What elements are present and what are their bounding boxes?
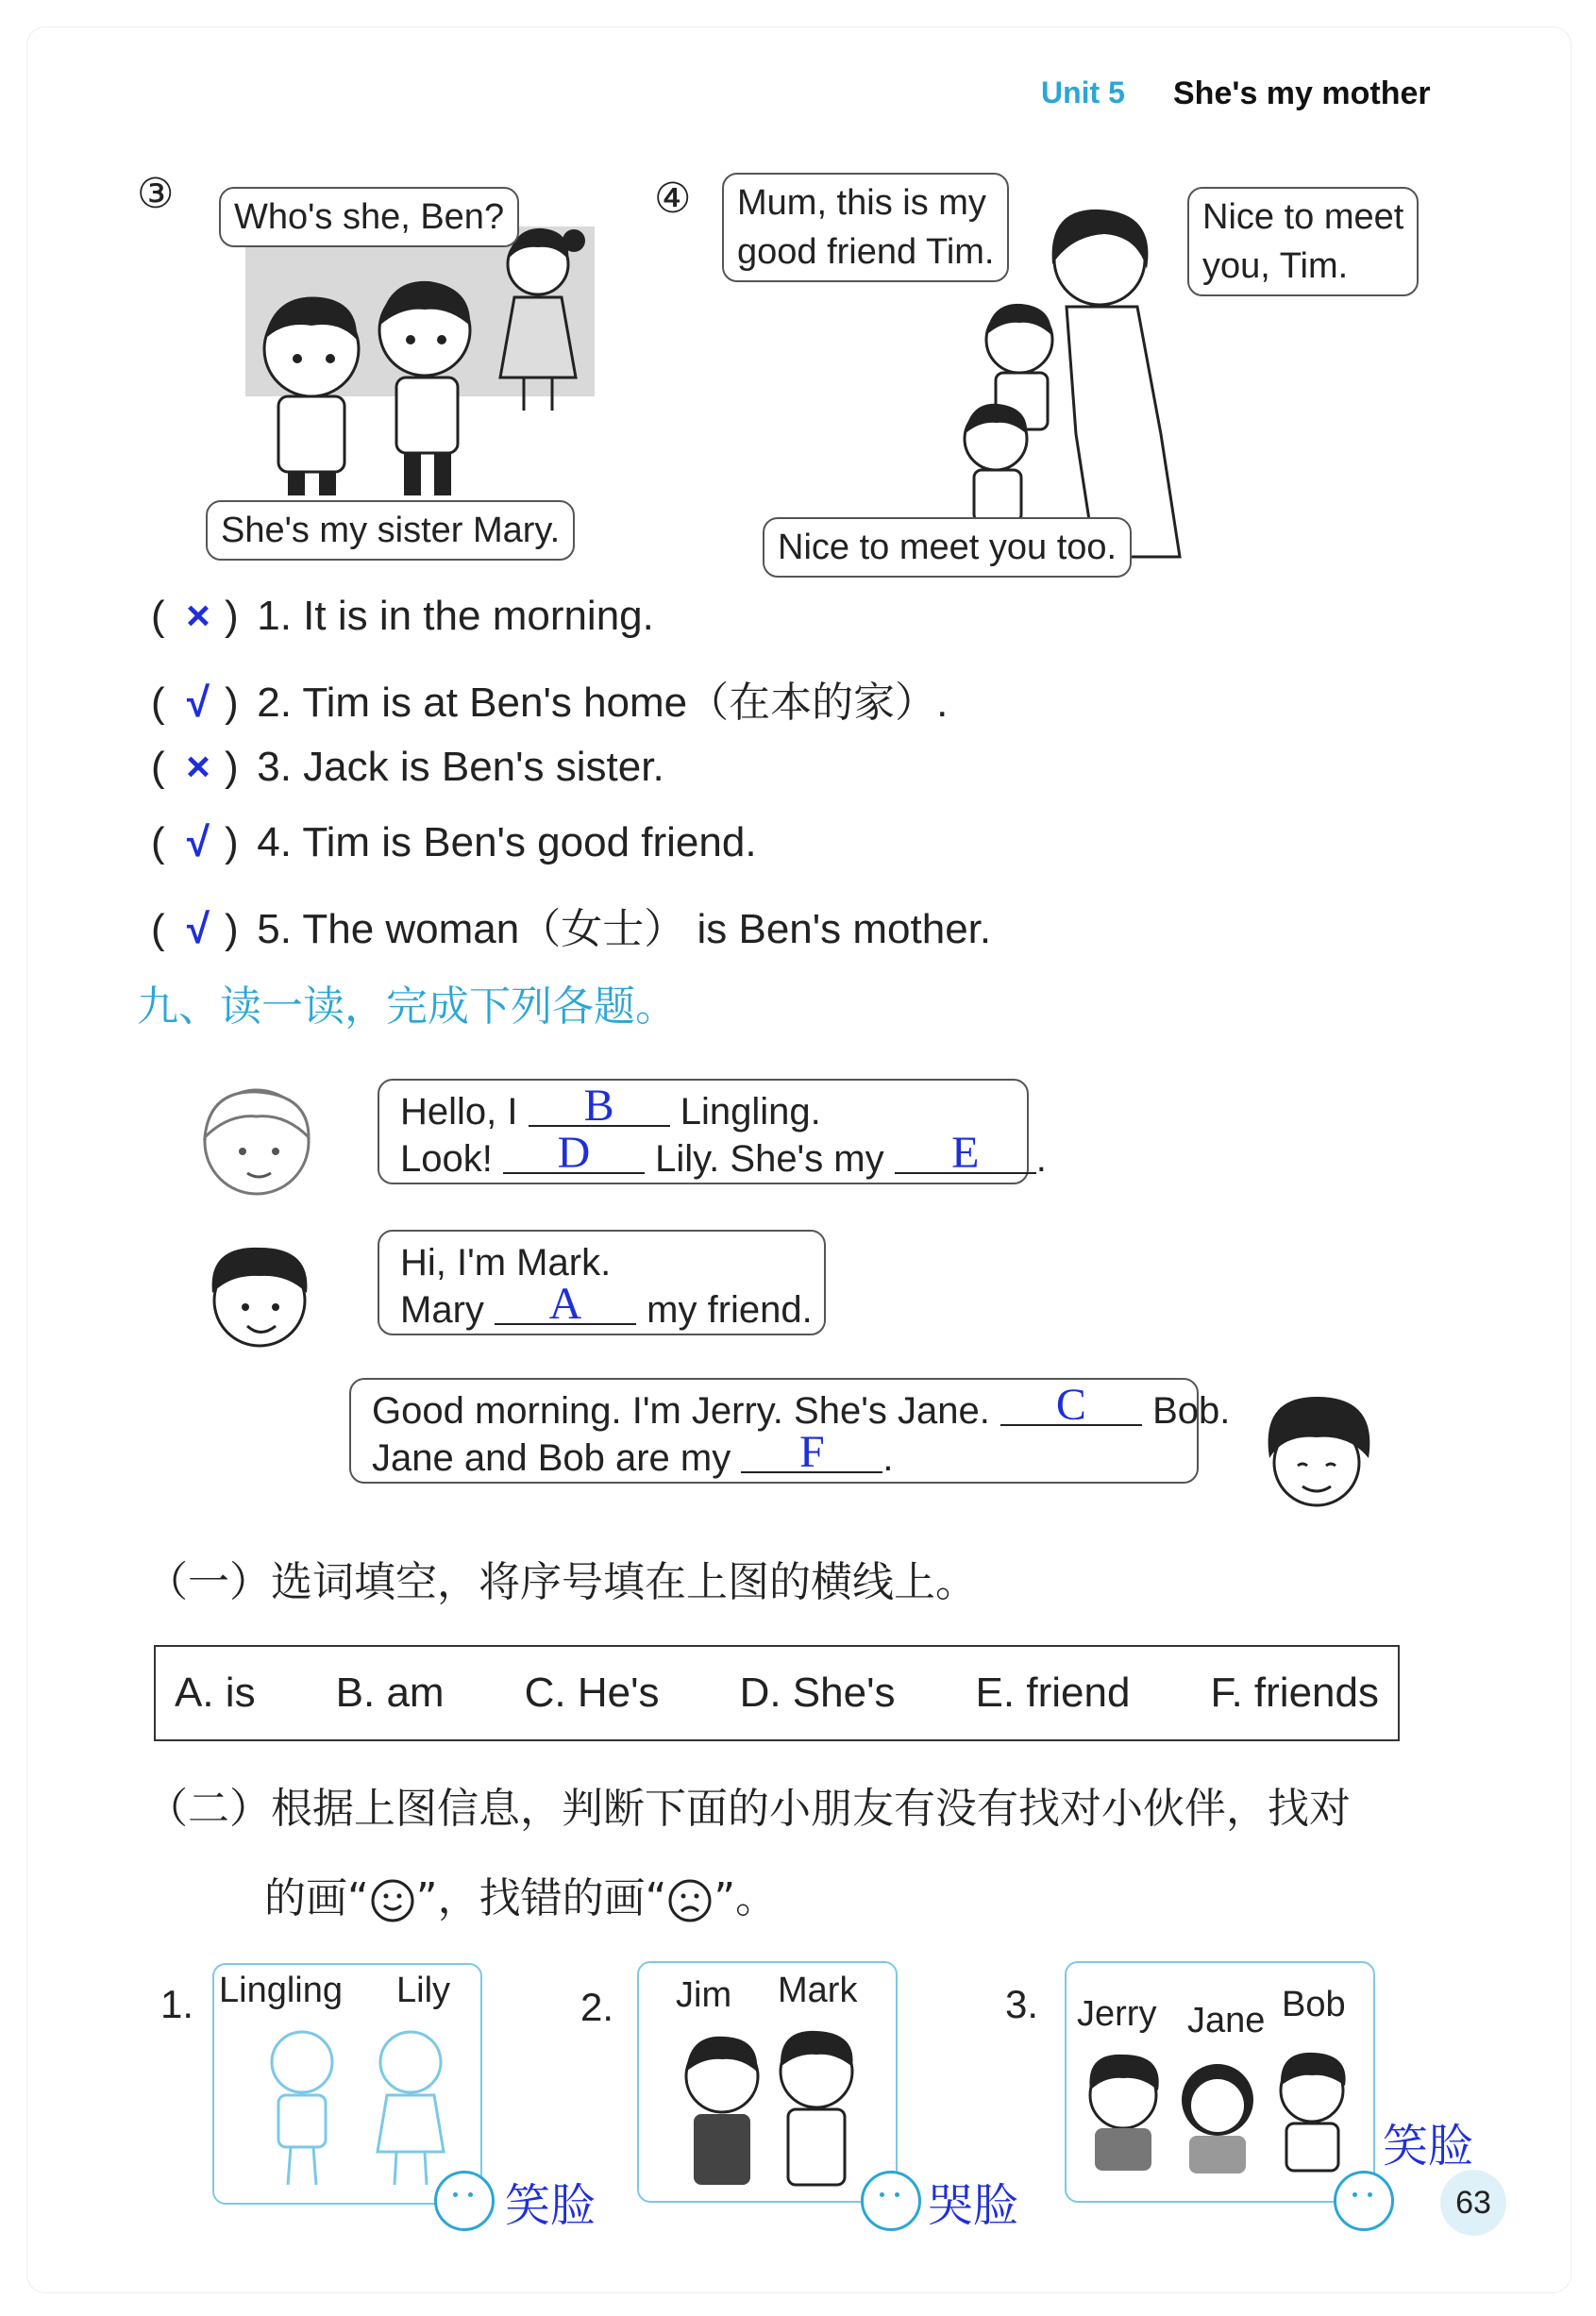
part-2-line-2 <box>264 1864 777 1924</box>
word-option-f: F. friends <box>1210 1670 1379 1716</box>
part-2-line-2-post: ”。 <box>714 1874 778 1922</box>
card-2-answer-face-icon <box>861 2171 921 2231</box>
dialog-2-line-2 <box>400 1279 813 1334</box>
tf-row-3: ( × ) 3. Jack is Ben's sister. <box>151 744 664 790</box>
scene-4-family-illustration <box>934 198 1218 566</box>
tf-mark-2: √ <box>186 680 210 726</box>
card-1-answer: 笑脸 <box>505 2179 596 2232</box>
card-1-name-1: Lingling <box>219 1971 343 2010</box>
card-1-illustration <box>245 2020 472 2194</box>
card-3-answer-face-icon <box>1334 2171 1394 2231</box>
dialog-1-l1-pre: Hello, I <box>400 1091 518 1133</box>
jerry-avatar <box>1251 1383 1383 1524</box>
blank-2[interactable]: D <box>503 1134 645 1174</box>
tf-text-3: 3. Jack is Ben's sister. <box>257 744 664 790</box>
card-1-answer-face-icon <box>434 2171 495 2231</box>
card-2-name-2: Mark <box>778 1971 858 2010</box>
card-1-number: 1. <box>160 1982 194 2026</box>
word-option-c: C. He's <box>524 1670 660 1716</box>
tf-mark-4: √ <box>186 819 210 865</box>
dialog-3-l2-post: . <box>882 1437 894 1479</box>
part-2-line-2-mid: ”，找错的画“ <box>415 1874 667 1922</box>
card-1-name-2: Lily <box>396 1971 451 2010</box>
word-option-d: D. She's <box>739 1670 896 1716</box>
dialog-1-l2-post: . <box>1035 1138 1047 1180</box>
part-1-title: （一）选词填空，将序号填在上图的横线上。 <box>146 1558 977 1606</box>
scene-4-number: ④ <box>654 175 692 223</box>
tf-mark-1: × <box>186 593 210 639</box>
card-3-number: 3. <box>1005 1982 1039 2026</box>
dialog-1-bubble <box>378 1079 1047 1184</box>
dialog-3-line-1 <box>372 1380 1231 1435</box>
tf-mark-3: × <box>186 744 210 790</box>
scene-3-children-illustration <box>236 208 595 500</box>
dialog-3-l1-pre: Good morning. I'm Jerry. She's Jane. <box>372 1390 990 1432</box>
scene-3-number: ③ <box>137 170 175 218</box>
unit-title: She's my mother <box>1173 76 1431 111</box>
dialog-2-line-1: Hi, I'm Mark. <box>400 1242 612 1284</box>
card-3-name-3: Bob <box>1282 1985 1346 2024</box>
card-2-answer: 哭脸 <box>928 2179 1019 2232</box>
word-option-a: A. is <box>175 1670 256 1716</box>
tf-text-4: 4. Tim is Ben's good friend. <box>257 819 757 865</box>
section-9-title: 九、读一读，完成下列各题。 <box>137 982 677 1031</box>
dialog-2-bubble <box>378 1230 826 1335</box>
scene-4-left-line-2: good friend Tim. <box>737 232 995 272</box>
dialog-1-line-2 <box>400 1128 1047 1183</box>
scene-4-right-line-2: you, Tim. <box>1202 246 1349 286</box>
scene-4-bottom-bubble: Nice to meet you too. <box>763 517 1132 578</box>
scene-3-question-bubble: Who's she, Ben? <box>219 187 519 247</box>
tf-row-4: ( √ ) 4. Tim is Ben's good friend. <box>151 819 757 865</box>
dialog-2-l2-post: my friend. <box>647 1289 813 1331</box>
dialog-1-line-1 <box>400 1081 1006 1135</box>
sad-face-icon <box>666 1877 714 1924</box>
page-number: 63 <box>1440 2170 1506 2236</box>
mark-avatar <box>198 1236 321 1354</box>
tf-text-2: 2. Tim is at Ben's home（在本的家）. <box>257 680 949 726</box>
dialog-1-l2-mid: Lily. She's my <box>655 1138 884 1180</box>
dialog-3-l2-pre: Jane and Bob are my <box>372 1437 731 1479</box>
blank-6[interactable]: F <box>741 1434 882 1473</box>
tf-row-1: ( × ) 1. It is in the morning. <box>151 593 654 639</box>
tf-text-5: 5. The woman（女士） is Ben's mother. <box>257 906 992 952</box>
card-3-name-2: Jane <box>1187 2001 1266 2040</box>
word-option-b: B. am <box>335 1670 445 1716</box>
dialog-1-l2-pre: Look! <box>400 1138 493 1180</box>
dialog-3-bubble <box>349 1378 1231 1484</box>
dialog-3-l1-post: Bob. <box>1152 1390 1231 1432</box>
blank-3[interactable]: E <box>895 1134 1036 1174</box>
tf-text-1: 1. It is in the morning. <box>257 593 654 639</box>
scene-4-left-line-1: Mum, this is my <box>737 183 986 223</box>
word-option-e: E. friend <box>975 1670 1131 1716</box>
card-2-number: 2. <box>580 1985 614 2029</box>
smile-face-icon <box>369 1877 416 1924</box>
part-2-line-1: （二）根据上图信息，判断下面的小朋友有没有找对小伙伴，找对 <box>146 1785 1351 1833</box>
tf-row-2: ( √ ) 2. Tim is at Ben's home（在本的家）. <box>151 680 949 726</box>
tf-mark-5: √ <box>186 906 210 952</box>
tf-row-5: ( √ ) 5. The woman（女士） is Ben's mother. <box>151 906 992 952</box>
blank-4[interactable]: A <box>495 1285 636 1325</box>
scene-4-right-bubble <box>1187 187 1419 296</box>
scene-4-right-line-1: Nice to meet <box>1202 197 1404 237</box>
dialog-2-l2-pre: Mary <box>400 1289 484 1331</box>
card-3-name-1: Jerry <box>1077 1994 1157 2034</box>
scene-3-answer-bubble: She's my sister Mary. <box>206 500 575 561</box>
unit-label: Unit 5 <box>1041 76 1125 109</box>
card-3-answer: 笑脸 <box>1383 2120 1474 2173</box>
word-options-box <box>154 1645 1400 1741</box>
dialog-3-line-2 <box>372 1427 1176 1482</box>
blank-5[interactable]: C <box>1000 1386 1142 1426</box>
blank-1[interactable]: B <box>529 1087 670 1127</box>
card-2-name-1: Jim <box>676 1975 732 2015</box>
lingling-avatar <box>181 1081 332 1203</box>
dialog-1-l1-post: Lingling. <box>680 1091 821 1133</box>
card-2-illustration <box>661 2020 887 2194</box>
part-2-line-2-pre: 的画“ <box>264 1874 369 1922</box>
card-3-illustration <box>1071 2043 1364 2175</box>
